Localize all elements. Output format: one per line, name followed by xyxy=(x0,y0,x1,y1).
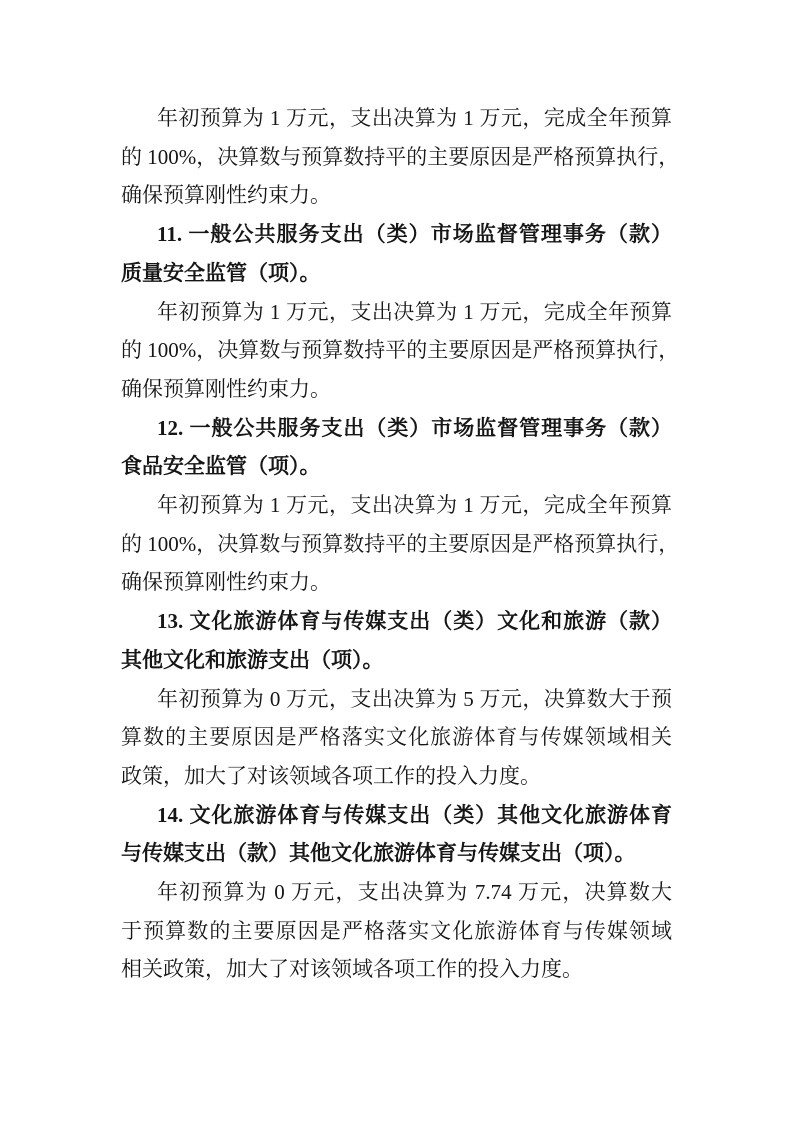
section-heading-12 xyxy=(121,409,672,486)
text-line: 于预算数的主要原因是严格落实文化旅游体育与传媒领域 xyxy=(121,918,672,943)
text-line: 确保预算刚性约束力。 xyxy=(121,183,331,208)
text-line: 确保预算刚性约束力。 xyxy=(121,376,331,401)
heading-line: 12. 一般公共服务支出（类）市场监督管理事务（款） xyxy=(157,415,672,440)
paragraph-budget-detail-12 xyxy=(121,486,680,602)
text-line: 年初预算为 1 万元，支出决算为 1 万元，完成全年预算 xyxy=(157,493,672,518)
section-heading-14 xyxy=(121,796,672,873)
text-line: 的 100%，决算数与预算数持平的主要原因是严格预算执行， xyxy=(121,144,680,169)
paragraph-budget-detail-14 xyxy=(121,873,672,989)
text-line: 算数的主要原因是严格落实文化旅游体育与传媒领域相关 xyxy=(121,725,672,750)
text-line: 的 100%，决算数与预算数持平的主要原因是严格预算执行， xyxy=(121,338,680,363)
paragraph-budget-detail-11 xyxy=(121,293,680,409)
heading-line: 与传媒支出（款）其他文化旅游体育与传媒支出（项）。 xyxy=(121,841,636,866)
paragraph-budget-detail-10 xyxy=(121,99,680,215)
text-line: 年初预算为 1 万元，支出决算为 1 万元，完成全年预算 xyxy=(157,106,672,130)
text-line: 的 100%，决算数与预算数持平的主要原因是严格预算执行， xyxy=(121,531,680,556)
text-line: 年初预算为 0 万元，支出决算为 7.74 万元，决算数大 xyxy=(157,880,672,905)
heading-line: 13. 文化旅游体育与传媒支出（类）文化和旅游（款） xyxy=(157,609,672,634)
heading-line: 食品安全监管（项）。 xyxy=(121,454,321,479)
text-line: 年初预算为 0 万元，支出决算为 5 万元，决算数大于预 xyxy=(157,686,672,711)
section-heading-13 xyxy=(121,602,672,679)
heading-line: 质量安全监管（项）。 xyxy=(121,260,321,285)
heading-line: 11. 一般公共服务支出（类）市场监督管理事务（款） xyxy=(157,222,672,247)
paragraph-budget-detail-13 xyxy=(121,680,672,796)
section-heading-11 xyxy=(121,215,672,292)
text-line: 相关政策，加大了对该领域各项工作的投入力度。 xyxy=(121,957,583,982)
text-line: 政策，加大了对该领域各项工作的投入力度。 xyxy=(121,763,541,788)
heading-line: 14. 文化旅游体育与传媒支出（类）其他文化旅游体育 xyxy=(157,802,672,827)
text-line: 年初预算为 1 万元，支出决算为 1 万元，完成全年预算 xyxy=(157,299,672,324)
document-content xyxy=(121,99,680,989)
heading-line: 其他文化和旅游支出（项）。 xyxy=(121,647,384,672)
text-line: 确保预算刚性约束力。 xyxy=(121,570,331,595)
